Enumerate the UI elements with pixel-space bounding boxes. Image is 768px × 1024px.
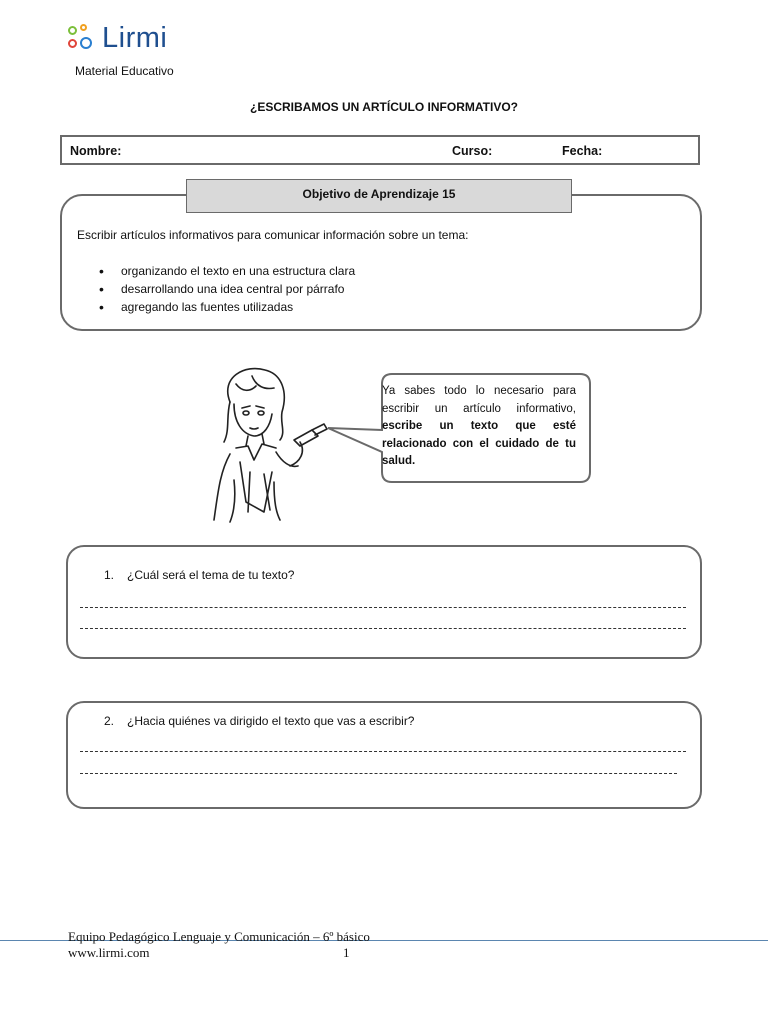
student-info-bar (60, 135, 700, 165)
objective-item: • organizando el texto en una estructura clara (99, 262, 355, 280)
logo-subtitle: Material Educativo (75, 64, 174, 78)
objective-intro: Escribir artículos informativos para comunicar información sobre un tema: (77, 228, 469, 242)
answer-line[interactable] (80, 751, 686, 752)
girl-illustration (190, 362, 340, 524)
objective-heading: Objetivo de Aprendizaje 15 (186, 179, 572, 213)
answer-line[interactable] (80, 773, 677, 774)
bubble-text-regular: Ya sabes todo lo necesario para escribir un artículo informativo, (382, 385, 576, 415)
question-text: ¿Cuál será el tema de tu texto? (127, 568, 295, 582)
question-number: 1. (104, 568, 115, 582)
footer-website: www.lirmi.com (68, 945, 150, 960)
speech-bubble-text (382, 383, 576, 471)
question-text: ¿Hacia quiénes va dirigido el texto que vas a escribir? (127, 714, 415, 728)
answer-line[interactable] (80, 628, 686, 629)
footer-team: Equipo Pedagógico Lenguaje y Comunicación – 6º básico (68, 929, 370, 944)
objective-item: • agregando las fuentes utilizadas (99, 298, 355, 316)
date-label: Fecha: (562, 144, 603, 158)
objective-list (99, 262, 355, 316)
name-label: Nombre: (70, 144, 122, 158)
lirmi-logo (66, 22, 206, 62)
answer-line[interactable] (80, 607, 686, 608)
page-number: 1 (343, 945, 350, 960)
question-number: 2. (104, 714, 115, 728)
bubble-text-bold: escribe un texto que esté relacionado con el cuidado de tu salud. (382, 420, 576, 467)
logo-dots-icon (66, 24, 100, 58)
logo-wordmark: Lirmi (102, 22, 168, 54)
objective-item: • desarrollando una idea central por párrafo (99, 280, 355, 298)
course-label: Curso: (452, 144, 493, 158)
worksheet-title: ¿ESCRIBAMOS UN ARTÍCULO INFORMATIVO? (250, 100, 518, 114)
question-box (66, 545, 702, 659)
